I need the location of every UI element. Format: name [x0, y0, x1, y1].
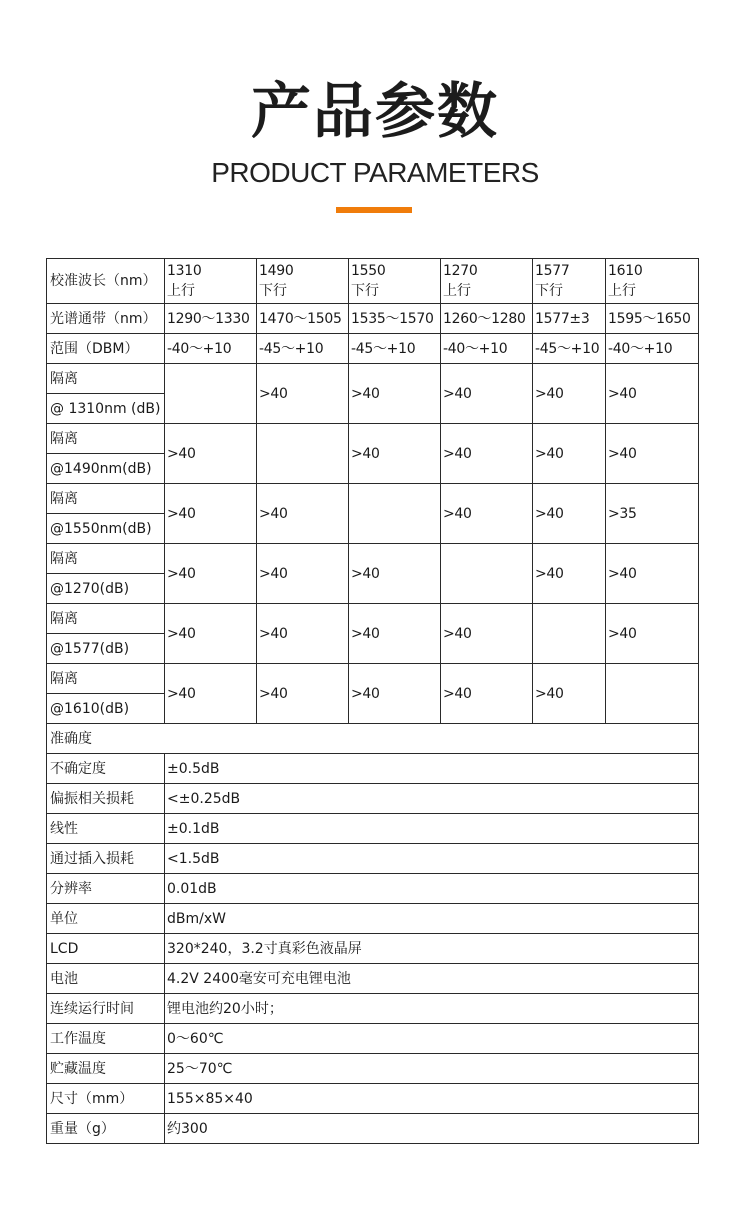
- isolation-value-cell: [257, 424, 349, 484]
- isolation-value-cell: >40: [606, 424, 699, 484]
- spec-label: 不确定度: [47, 754, 165, 784]
- accent-divider: [336, 207, 412, 213]
- isolation-value-cell: >40: [257, 544, 349, 604]
- isolation-value-cell: >40: [441, 664, 533, 724]
- page-subtitle: PRODUCT PARAMETERS: [211, 157, 539, 188]
- isolation-value-cell: >40: [349, 424, 441, 484]
- table-row-isolation: [47, 484, 699, 514]
- isolation-value-cell: >40: [165, 664, 257, 724]
- range-cell: -45～+10: [257, 334, 349, 364]
- wavelength-cell: 1310 上行: [165, 259, 257, 304]
- passband-cell: 1470～1505: [257, 304, 349, 334]
- isolation-sublabel: @1610(dB): [47, 694, 165, 724]
- table-row-spec: [47, 904, 699, 934]
- range-cell: -40～+10: [441, 334, 533, 364]
- spec-value: ±0.5dB: [165, 754, 699, 784]
- isolation-value-cell: >40: [165, 424, 257, 484]
- table-row-spec: [47, 874, 699, 904]
- isolation-value-cell: [165, 364, 257, 424]
- isolation-value-cell: >40: [441, 424, 533, 484]
- isolation-value-cell: >40: [606, 544, 699, 604]
- wavelength-cell: 1610 上行: [606, 259, 699, 304]
- spec-value: 320*240，3.2寸真彩色液晶屏: [165, 934, 699, 964]
- passband-cell: 1290～1330: [165, 304, 257, 334]
- isolation-value-cell: >40: [165, 484, 257, 544]
- isolation-value-cell: >40: [257, 364, 349, 424]
- isolation-value-cell: >40: [441, 484, 533, 544]
- parameters-table: [46, 258, 699, 1144]
- spec-label: 分辨率: [47, 874, 165, 904]
- table-row-accuracy: [47, 724, 699, 754]
- spec-label: 线性: [47, 814, 165, 844]
- isolation-value-cell: >40: [533, 664, 606, 724]
- table-row-isolation: [47, 604, 699, 634]
- isolation-label: 隔离: [47, 604, 165, 634]
- table-row-spec: [47, 814, 699, 844]
- spec-label: 工作温度: [47, 1024, 165, 1054]
- isolation-sublabel: @1550nm(dB): [47, 514, 165, 544]
- isolation-label: 隔离: [47, 544, 165, 574]
- table-row-spec: [47, 1024, 699, 1054]
- isolation-value-cell: >40: [533, 424, 606, 484]
- isolation-sublabel: @ 1310nm (dB): [47, 394, 165, 424]
- table-row-isolation: [47, 364, 699, 394]
- spec-value: 155×85×40: [165, 1084, 699, 1114]
- spec-label: 重量（g）: [47, 1114, 165, 1144]
- table-row-spec: [47, 964, 699, 994]
- range-cell: -45～+10: [349, 334, 441, 364]
- table-row-spec: [47, 934, 699, 964]
- table-row-spec: [47, 994, 699, 1024]
- spec-value: <±0.25dB: [165, 784, 699, 814]
- spec-label: 贮藏温度: [47, 1054, 165, 1084]
- spec-label: 连续运行时间: [47, 994, 165, 1024]
- table-row-isolation: [47, 424, 699, 454]
- isolation-sublabel: @1490nm(dB): [47, 454, 165, 484]
- isolation-value-cell: >40: [533, 364, 606, 424]
- isolation-value-cell: >40: [165, 604, 257, 664]
- table-row-wavelength: [47, 259, 699, 304]
- table-row-spec: [47, 1084, 699, 1114]
- spec-label: 偏振相关损耗: [47, 784, 165, 814]
- spec-label: 单位: [47, 904, 165, 934]
- passband-cell: 1260～1280: [441, 304, 533, 334]
- isolation-value-cell: >40: [257, 484, 349, 544]
- wavelength-label: 校准波长（nm）: [47, 259, 165, 304]
- isolation-value-cell: [606, 664, 699, 724]
- spec-value: 4.2V 2400毫安可充电锂电池: [165, 964, 699, 994]
- range-cell: -40～+10: [165, 334, 257, 364]
- spec-value: 0.01dB: [165, 874, 699, 904]
- spec-label: LCD: [47, 934, 165, 964]
- passband-cell: 1577±3: [533, 304, 606, 334]
- table-row-spec: [47, 1114, 699, 1144]
- passband-cell: 1595～1650: [606, 304, 699, 334]
- isolation-value-cell: [349, 484, 441, 544]
- isolation-label: 隔离: [47, 424, 165, 454]
- table-row-spec: [47, 1054, 699, 1084]
- isolation-sublabel: @1577(dB): [47, 634, 165, 664]
- spec-label: 电池: [47, 964, 165, 994]
- wavelength-cell: 1550 下行: [349, 259, 441, 304]
- table-row-passband: [47, 304, 699, 334]
- isolation-value-cell: >40: [349, 364, 441, 424]
- isolation-label: 隔离: [47, 664, 165, 694]
- spec-value: 锂电池约20小时；: [165, 994, 699, 1024]
- isolation-value-cell: [533, 604, 606, 664]
- page-title: 产品参数: [251, 77, 499, 147]
- table-row-range: [47, 334, 699, 364]
- isolation-value-cell: >40: [349, 604, 441, 664]
- passband-cell: 1535～1570: [349, 304, 441, 334]
- isolation-value-cell: [441, 544, 533, 604]
- spec-label: 通过插入损耗: [47, 844, 165, 874]
- isolation-label: 隔离: [47, 484, 165, 514]
- wavelength-cell: 1270 上行: [441, 259, 533, 304]
- spec-value: 25～70℃: [165, 1054, 699, 1084]
- range-cell: -40～+10: [606, 334, 699, 364]
- isolation-value-cell: >40: [441, 604, 533, 664]
- isolation-sublabel: @1270(dB): [47, 574, 165, 604]
- accuracy-section-label: 准确度: [47, 724, 699, 754]
- table-row-spec: [47, 844, 699, 874]
- isolation-label: 隔离: [47, 364, 165, 394]
- range-cell: -45～+10: [533, 334, 606, 364]
- isolation-value-cell: >40: [349, 664, 441, 724]
- isolation-value-cell: >40: [257, 664, 349, 724]
- isolation-value-cell: >40: [533, 544, 606, 604]
- isolation-value-cell: >40: [606, 364, 699, 424]
- passband-label: 光谱通带（nm）: [47, 304, 165, 334]
- table-row-isolation: [47, 544, 699, 574]
- isolation-value-cell: >40: [349, 544, 441, 604]
- spec-value: ±0.1dB: [165, 814, 699, 844]
- wavelength-cell: 1490 下行: [257, 259, 349, 304]
- isolation-value-cell: >40: [533, 484, 606, 544]
- table-row-spec: [47, 784, 699, 814]
- isolation-value-cell: >40: [441, 364, 533, 424]
- spec-label: 尺寸（mm）: [47, 1084, 165, 1114]
- table-row-spec: [47, 754, 699, 784]
- spec-value: dBm/xW: [165, 904, 699, 934]
- wavelength-cell: 1577 下行: [533, 259, 606, 304]
- spec-value: 约300: [165, 1114, 699, 1144]
- isolation-value-cell: >35: [606, 484, 699, 544]
- table-row-isolation: [47, 664, 699, 694]
- isolation-value-cell: >40: [165, 544, 257, 604]
- spec-value: <1.5dB: [165, 844, 699, 874]
- isolation-value-cell: >40: [257, 604, 349, 664]
- range-label: 范围（DBM）: [47, 334, 165, 364]
- isolation-value-cell: >40: [606, 604, 699, 664]
- spec-value: 0～60℃: [165, 1024, 699, 1054]
